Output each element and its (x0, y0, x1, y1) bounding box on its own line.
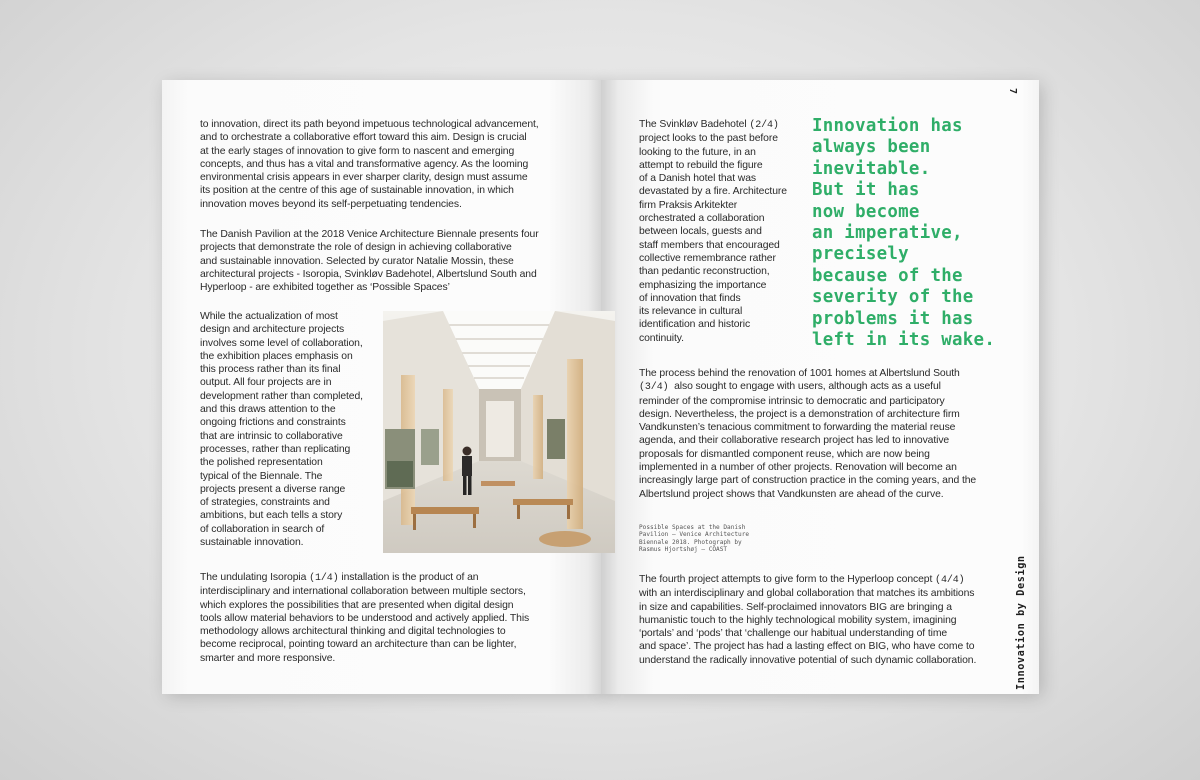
left-paragraph-1: to innovation, direct its path beyond impetuous technological advancement, and to orchestrate a collaborative effort toward this aim. Design is crucial at the early stages of innovation to give form to nascent and emerging concepts, and thus has a vital and transformative agency. As the looming environmental crisis appears in ever sharper clarity, design must assume its position at the centre of this age of sustainable innovation, in which innovation moves beyond its self-perpetuating tendencies. (200, 119, 539, 210)
paragraph-text: The process behind the renovation of 1001 homes at Albertslund South (639, 368, 960, 379)
pavilion-photo (383, 311, 615, 553)
paragraph-text: also sought to engage with users, although acts as a useful reminder of the compromise intrinsic to democratic and participatory design. Nevertheless, the project is a demonstration of architecture firm Vandkunsten’s tenacious commitment to forwarding the material reuse agenda, and their collaborative research project has led to innovative proposals for dismantled component reuse, which are now being implemented in a number of other projects. Renovation will become an increasingly large part of construction practice in the coming years, and the Albertslund project shows that Vandkunsten are ahead of the curve. (639, 381, 977, 500)
paragraph-text: installation is the product of an interdisciplinary and international collaboration between multiple sectors, which explores the possibilities that are presented when digital design tools allow material behaviors to be understood and actively applied. This methodology allows architectural thinking and digital technologies to become reciprocal, pointing toward an architecture than can be lighter, smarter and more responsive. (200, 572, 530, 664)
paragraph-text: The undulating Isoropia (200, 572, 310, 583)
paragraph-text: project looks to the past before looking to the future, in an attempt to rebuild the figure of a Danish hotel that was devastated by a fire. Architecture firm Praksis Arkitekter orchestrated a collaboration between locals, guests and staff members that encouraged collective remembrance rather than pedantic reconstruction, emphasizing the importance of innovation that finds its relevance in cultural identification and historic continuity. (639, 133, 787, 344)
paragraph-text: with an interdisciplinary and global collaboration that matches its ambitions in size and capabilities. Self-proclaimed innovators BIG are bringing a humanistic touch to the highly technological mobility system, imagining ‘portals’ and ‘pods’ that ‘challenge our habitual understanding of time and space’. The project has had a lasting effect on BIG, who have come to understand the radically innovative potential of such dynamic collaboration. (639, 588, 977, 666)
left-paragraph-2: The Danish Pavilion at the 2018 Venice Architecture Biennale presents four projects that demonstrate the role of design in achieving collaborative and sustainable innovation. Selected by curator Natalie Mossin, these architectural projects - Isoropia, Svinkløv Badehotel, Albertslund South and Hyperloop - are exhibited together as ‘Possible Spaces’ (200, 229, 539, 294)
right-paragraph-2 (639, 367, 976, 501)
right-paragraph-3 (639, 573, 976, 667)
running-title: Innovation by Design (1016, 555, 1027, 690)
project-reference: (2/4) (749, 120, 779, 131)
left-paragraph-3: While the actualization of most design and architecture projects involves some level of collaboration, the exhibition places emphasis on this process rather than its final output. All four projects are in development rather than completed, and this draws attention to the ongoing frictions and constraints that are intrinsic to collaborative processes, rather than replicating the polished representation typical of the Biennale. The projects present a diverse range of strategies, constraints and ambitions, but each tells a story of collaboration in search of sustainable innovation. (200, 311, 363, 549)
project-reference: (4/4) (935, 575, 965, 586)
project-reference: (3/4) (639, 382, 669, 394)
gallery-photo-icon (383, 311, 615, 553)
paragraph-text: The Svinkløv Badehotel (639, 119, 750, 130)
photo-caption: Possible Spaces at the Danish Pavilion – Venice Architecture Biennale 2018. Photograph by Rasmus Hjortshøj – COAST (639, 524, 750, 554)
page-number: 7 (1007, 88, 1018, 95)
project-reference: (1/4) (309, 573, 339, 584)
left-paragraph-4 (200, 571, 529, 665)
paragraph-text: The fourth project attempts to give form to the Hyperloop concept (639, 574, 936, 585)
right-paragraph-1 (639, 118, 787, 345)
pull-quote: Innovation has always been inevitable. But it has now become an imperative, precisely because of the severity of the problems it has left in its wake. (812, 116, 996, 351)
